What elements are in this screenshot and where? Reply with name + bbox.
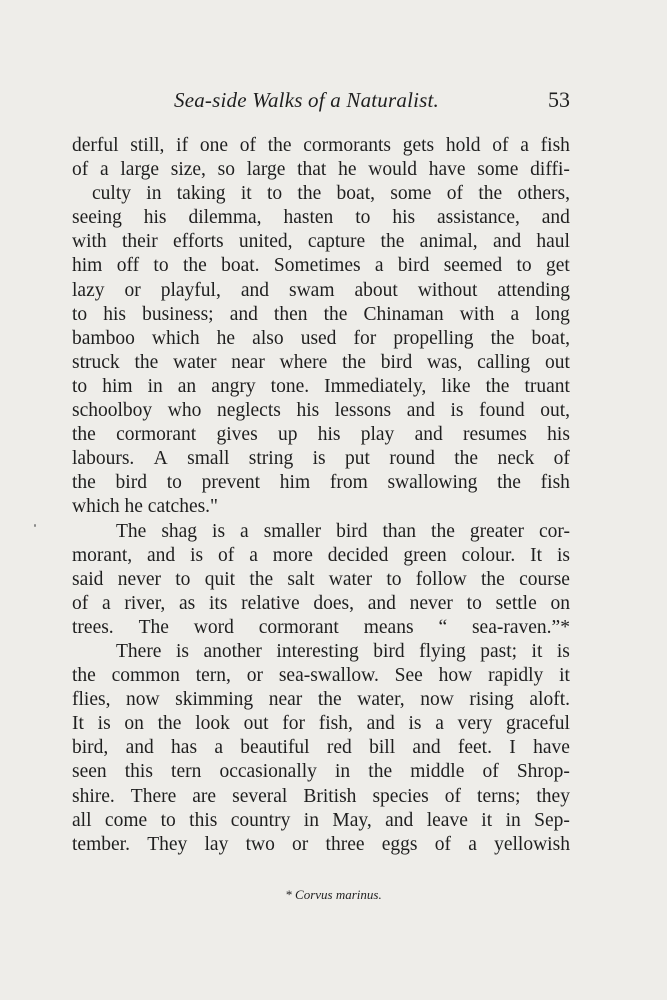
text-line: to his business; and then the Chinaman with a long	[72, 303, 570, 325]
text-line: of a river, as its relative does, and never to settle on	[72, 592, 570, 614]
text-line: morant, and is of a more decided green colour. It is	[72, 544, 570, 566]
text-line: bamboo which he also used for propelling the boat,	[72, 327, 570, 349]
body-text	[72, 134, 570, 857]
text-line: lazy or playful, and swam about without attending	[72, 279, 570, 301]
running-title: Sea-side Walks of a Naturalist.	[174, 88, 440, 112]
text-line: flies, now skimming near the water, now rising aloft.	[72, 689, 570, 711]
text-line: the common tern, or sea-swallow. See how rapidly it	[72, 665, 570, 687]
text-line: schoolboy who neglects his lessons and is found out,	[72, 400, 570, 422]
text-line: seeing his dilemma, hasten to his assistance, and	[72, 207, 570, 229]
text-line: of a large size, so large that he would have some diffi-	[72, 159, 570, 181]
text-line: struck the water near where the bird was, calling out	[72, 351, 570, 373]
text-line: tember. They lay two or three eggs of a yellowish	[72, 833, 570, 855]
text-line: labours. A small string is put round the neck of	[72, 448, 570, 470]
text-line: to him in an angry tone. Immediately, like the truant	[72, 375, 570, 397]
text-line: derful still, if one of the cormorants gets hold of a fish	[72, 135, 570, 156]
text-line: him off to the boat. Sometimes a bird seemed to get	[72, 255, 570, 277]
text-line: the bird to prevent him from swallowing the fish	[72, 472, 570, 494]
running-header	[72, 86, 570, 116]
text-line: which he catches."	[72, 496, 219, 518]
text-line: trees. The word cormorant means “ sea-raven.”*	[72, 616, 570, 638]
text-line: culty in taking it to the boat, some of the others,	[92, 183, 570, 205]
ink-speck	[34, 524, 36, 527]
text-line: seen this tern occasionally in the middle of Shrop-	[72, 761, 570, 783]
text-line: It is on the look out for fish, and is a very graceful	[72, 713, 570, 735]
text-line: bird, and has a beautiful red bill and feet. I have	[72, 737, 570, 759]
footnote: * Corvus marinus.	[285, 887, 382, 902]
paragraph-start-line: The shag is a smaller bird than the greater cor-	[116, 520, 570, 542]
text-line: all come to this country in May, and leave it in Sep-	[72, 809, 570, 831]
text-line: the cormorant gives up his play and resumes his	[72, 424, 570, 446]
page-number: 53	[548, 87, 570, 112]
paragraph-start-line: There is another interesting bird flying past; it is	[116, 640, 570, 662]
text-line: shire. There are several British species of terns; they	[72, 785, 570, 807]
text-line: said never to quit the salt water to follow the course	[72, 568, 570, 590]
text-line: with their efforts united, capture the animal, and haul	[72, 231, 570, 253]
